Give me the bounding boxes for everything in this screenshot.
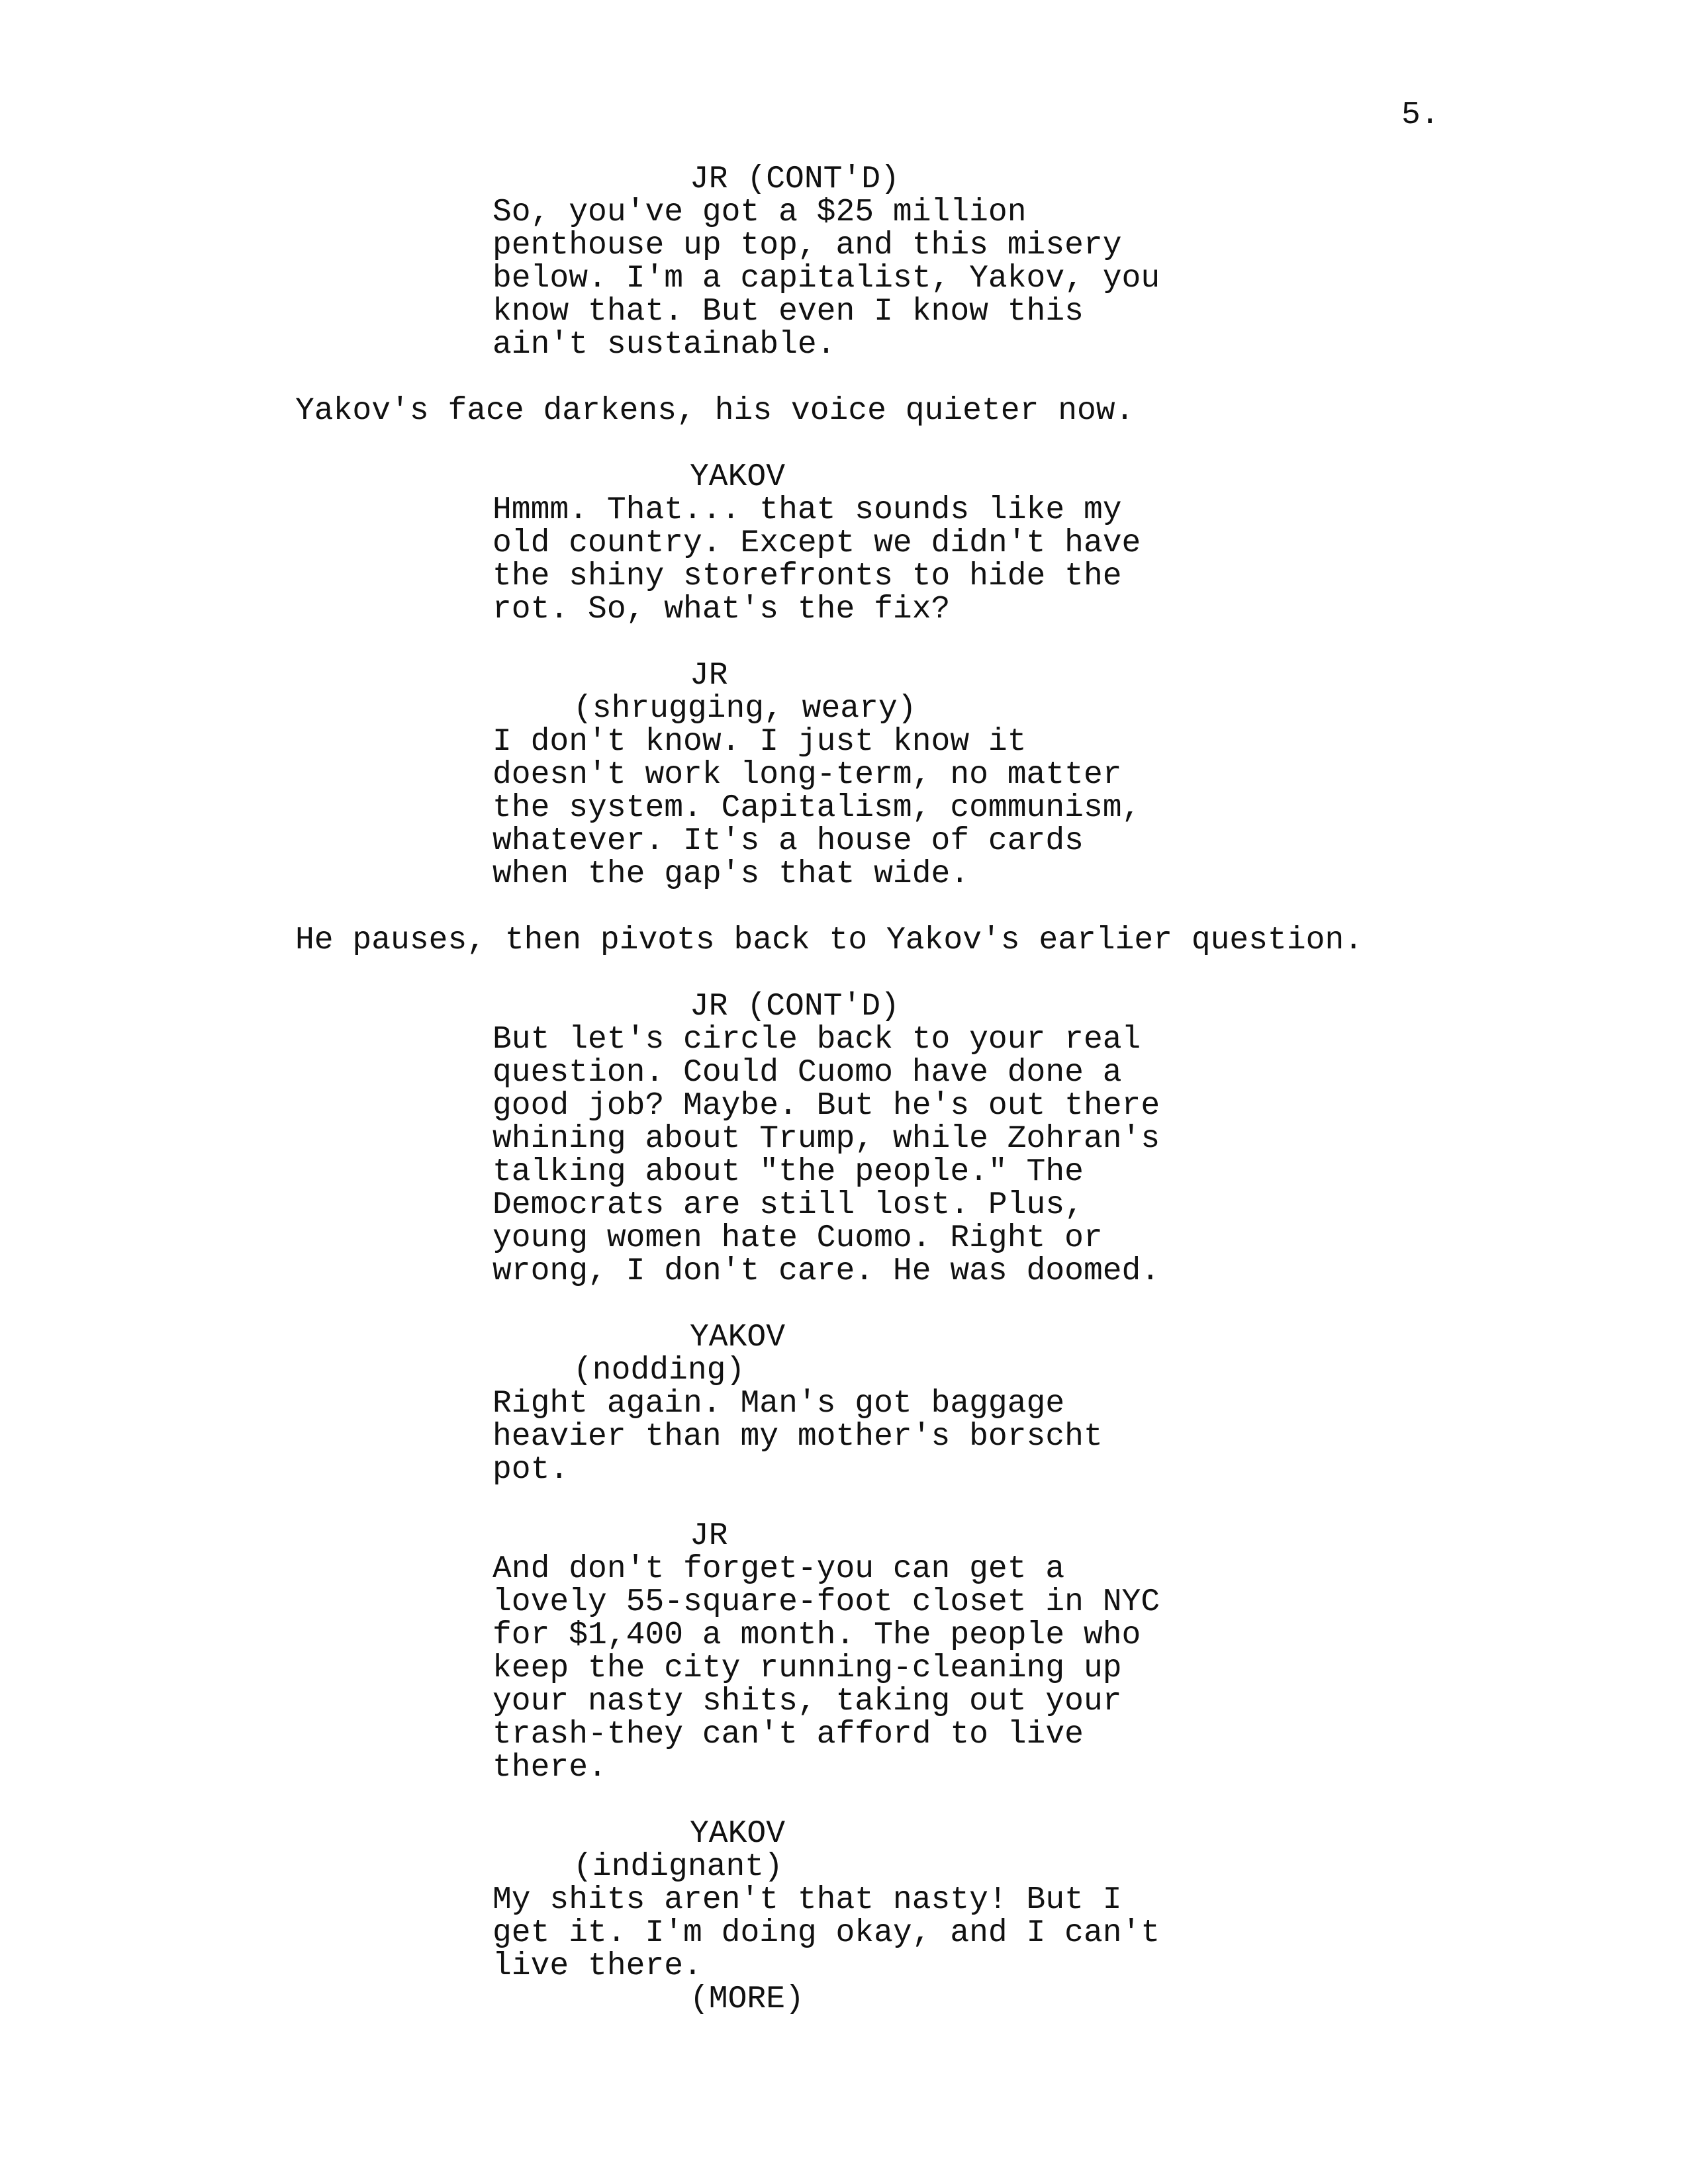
character-cue: YAKOV bbox=[690, 459, 786, 495]
dialogue bbox=[492, 1023, 1160, 1288]
dialogue-line: when the gap's that wide. bbox=[492, 856, 970, 892]
dialogue-line: lovely 55-square-foot closet in NYC bbox=[492, 1584, 1160, 1620]
character-cue: YAKOV bbox=[690, 1816, 786, 1852]
dialogue-line: I don't know. I just know it bbox=[492, 724, 1027, 760]
dialogue bbox=[492, 725, 1141, 891]
dialogue-line: whatever. It's a house of cards bbox=[492, 823, 1084, 859]
dialogue-line: there. bbox=[492, 1750, 607, 1786]
dialogue-line: Right again. Man's got baggage bbox=[492, 1386, 1065, 1422]
dialogue-line: penthouse up top, and this misery bbox=[492, 228, 1122, 263]
dialogue-line: So, you've got a $25 million bbox=[492, 195, 1027, 230]
dialogue-line: rot. So, what's the fix? bbox=[492, 592, 951, 627]
dialogue bbox=[492, 1553, 1160, 1784]
dialogue-line: ain't sustainable. bbox=[492, 327, 836, 363]
parenthetical: (nodding) bbox=[573, 1353, 745, 1388]
dialogue-line: pot. bbox=[492, 1452, 569, 1488]
dialogue bbox=[492, 1387, 1103, 1486]
dialogue-line: know that. But even I know this bbox=[492, 294, 1084, 330]
dialogue-line: keep the city running-cleaning up bbox=[492, 1651, 1122, 1686]
character-cue: JR bbox=[690, 1518, 728, 1554]
dialogue-line: for $1,400 a month. The people who bbox=[492, 1617, 1141, 1653]
dialogue-line: young women hate Cuomo. Right or bbox=[492, 1220, 1103, 1256]
dialogue-line: whining about Trump, while Zohran's bbox=[492, 1121, 1160, 1157]
character-cue: JR (CONT'D) bbox=[690, 989, 900, 1024]
character-cue: JR (CONT'D) bbox=[690, 161, 900, 197]
dialogue-line: heavier than my mother's borscht bbox=[492, 1419, 1103, 1455]
action-line: He pauses, then pivots back to Yakov's earlier question. bbox=[295, 923, 1364, 958]
dialogue-line: your nasty shits, taking out your bbox=[492, 1684, 1122, 1719]
dialogue-line: good job? Maybe. But he's out there bbox=[492, 1088, 1160, 1124]
dialogue-line: below. I'm a capitalist, Yakov, you bbox=[492, 261, 1160, 296]
dialogue-line: Democrats are still lost. Plus, bbox=[492, 1187, 1084, 1223]
dialogue-line: trash-they can't afford to live bbox=[492, 1717, 1084, 1752]
dialogue-line: the system. Capitalism, communism, bbox=[492, 790, 1141, 826]
dialogue-line: My shits aren't that nasty! But I bbox=[492, 1882, 1122, 1918]
dialogue-line: live there. bbox=[492, 1948, 702, 1984]
dialogue-line: doesn't work long-term, no matter bbox=[492, 757, 1122, 793]
character-cue: YAKOV bbox=[690, 1320, 786, 1355]
page-number: 5. bbox=[1401, 97, 1440, 133]
character-cue: JR bbox=[690, 658, 728, 694]
action-line: Yakov's face darkens, his voice quieter now. bbox=[295, 393, 1135, 429]
parenthetical: (shrugging, weary) bbox=[573, 691, 917, 727]
dialogue-line: question. Could Cuomo have done a bbox=[492, 1055, 1122, 1091]
dialogue bbox=[492, 196, 1160, 361]
dialogue bbox=[492, 494, 1141, 626]
dialogue-line: talking about "the people." The bbox=[492, 1154, 1084, 1190]
dialogue-line: wrong, I don't care. He was doomed. bbox=[492, 1253, 1160, 1289]
dialogue-line: But let's circle back to your real bbox=[492, 1022, 1141, 1058]
dialogue bbox=[492, 1884, 1160, 1983]
dialogue-line: old country. Except we didn't have bbox=[492, 525, 1141, 561]
dialogue-line: the shiny storefronts to hide the bbox=[492, 559, 1122, 594]
dialogue-line: Hmmm. That... that sounds like my bbox=[492, 492, 1122, 528]
more-indicator: (MORE) bbox=[690, 1981, 804, 2017]
parenthetical: (indignant) bbox=[573, 1849, 783, 1885]
dialogue-line: get it. I'm doing okay, and I can't bbox=[492, 1915, 1160, 1951]
dialogue-line: And don't forget-you can get a bbox=[492, 1551, 1065, 1587]
